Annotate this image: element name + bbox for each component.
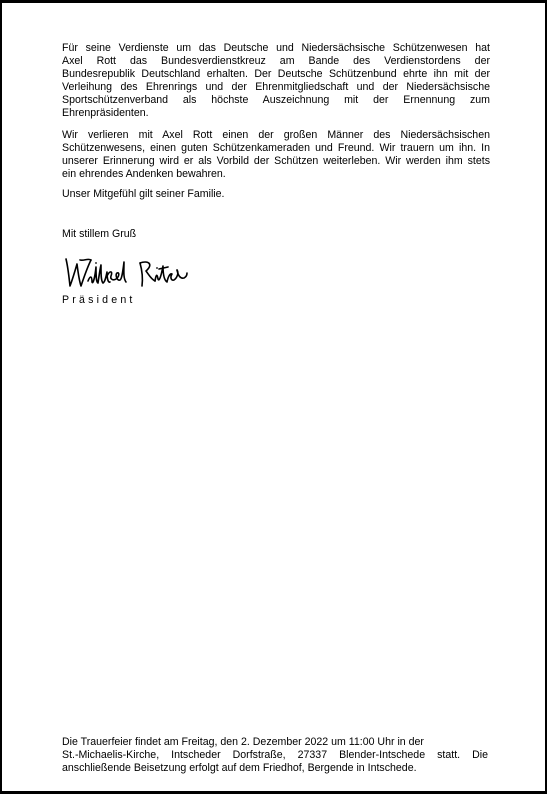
signature-image	[60, 255, 192, 293]
closing-greeting: Mit stillem Gruß	[62, 228, 137, 240]
paragraph-merits	[62, 42, 490, 119]
text-line: Bundesrepublik Deutschland erhalten. Der Deutsche Schützenbund ehrte ihn mit der	[62, 67, 490, 80]
text-line: Axel Rott das Bundesverdienstkreuz am Bande des Verdienstordens der	[62, 54, 490, 67]
signatory-role: Präsident	[62, 294, 136, 306]
text-line: Die Trauerfeier findet am Freitag, den 2. Dezember 2022 um 11:00 Uhr in der	[62, 736, 424, 748]
text-line: Verleihung des Ehrenrings und der Ehrenmitgliedschaft und der Niedersächsische	[62, 80, 490, 93]
text-line: Für seine Verdienste um das Deutsche und Niedersächsische Schützenwesen hat	[62, 42, 490, 54]
text-line: unserer Erinnerung wird er als Vorbild der Schützen weiterleben. Wir werden ihm stets	[62, 154, 490, 167]
funeral-notice	[62, 736, 488, 775]
text-line: Ehrenpräsidenten.	[62, 106, 149, 119]
paragraph-mourning	[62, 129, 490, 181]
text-line: Schützenwesens, einen guten Schützenkameraden und Freund. Wir trauern um ihn. In	[62, 141, 490, 154]
paragraph-sympathy: Unser Mitgefühl gilt seiner Familie.	[62, 188, 225, 200]
text-line: Sportschützenverband als höchste Auszeichnung mit der Ernennung zum	[62, 93, 490, 106]
text-line: ein ehrendes Andenken bewahren.	[62, 167, 226, 180]
text-line: anschließende Beisetzung erfolgt auf dem Friedhof, Bergende in Intschede.	[62, 761, 417, 774]
text-line: Wir verlieren mit Axel Rott einen der großen Männer des Niedersächsischen	[62, 129, 490, 141]
text-line: St.-Michaelis-Kirche, Intscheder Dorfstraße, 27337 Blender-Intschede statt. Die	[62, 748, 488, 761]
